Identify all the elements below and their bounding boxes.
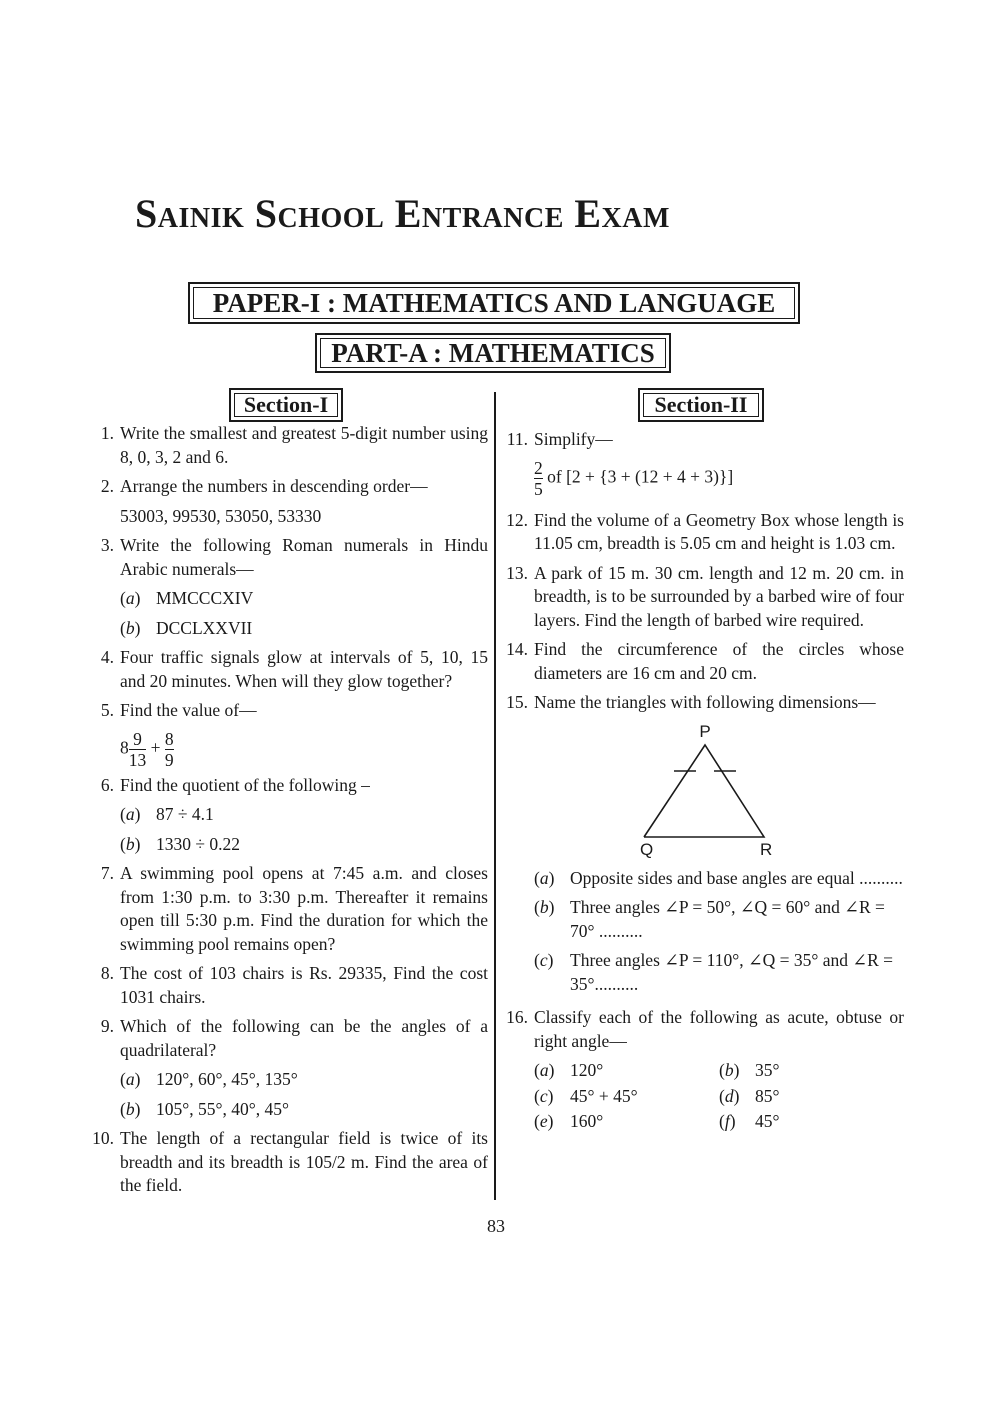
question-11 — [500, 428, 904, 452]
sub-label: ( a ) — [534, 1059, 554, 1083]
question-number: 6. — [100, 774, 114, 795]
sub-item-b — [719, 1059, 904, 1083]
column-divider — [494, 392, 496, 1200]
question-number: 8. — [100, 963, 114, 983]
sub-text: Three angles ∠P = 50°, ∠Q = 60° and ∠R = 70° .......... — [570, 897, 885, 941]
denominator: 9 — [164, 749, 174, 770]
question-text: Find the volume of a Geometry Box whose length is 11.05 cm, breadth is 5.05 cm and height is 1.03 cm. — [534, 509, 904, 553]
question-number: 3. — [100, 535, 114, 555]
question-number: 11. — [506, 429, 528, 449]
sub-item-a — [86, 803, 488, 827]
numerator: 8 — [164, 728, 174, 749]
vertex-label-p: P — [699, 721, 711, 741]
denominator: 5 — [534, 478, 543, 499]
sub-label: ( a ) — [534, 867, 554, 891]
expression-text: of [2 + {3 + (12 + 4 + 3)}] — [547, 466, 734, 487]
question-number: 5. — [100, 700, 114, 720]
question-number: 16. — [506, 1007, 528, 1027]
question-number: 7. — [100, 863, 114, 883]
question-number: 1. — [100, 423, 114, 443]
question-8 — [86, 962, 488, 1009]
sub-text: 120° — [570, 1060, 604, 1080]
question-text: Find the value of— — [120, 700, 257, 720]
numerator: 9 — [133, 728, 142, 749]
sub-item-b — [86, 617, 488, 641]
vertex-label-q: Q — [640, 839, 654, 859]
question-text: Four traffic signals glow at intervals of 5, 10, 15 and 20 minutes. When will they glow together? — [120, 647, 488, 691]
sub-text: DCCLXXVII — [156, 617, 253, 638]
sub-item-f — [719, 1110, 904, 1134]
numerator: 2 — [534, 457, 543, 478]
question-text: Simplify— — [534, 429, 613, 449]
sub-label: ( c ) — [534, 1085, 553, 1109]
left-column — [86, 422, 488, 1204]
sub-item-c — [534, 1085, 719, 1109]
section-1-heading: Section-I — [229, 388, 343, 422]
question-12 — [500, 509, 904, 556]
question-15 — [500, 691, 904, 715]
question-text: Which of the following can be the angles of a quadrilateral? — [120, 1016, 488, 1060]
sub-item-b — [500, 896, 904, 943]
vertex-label-r: R — [760, 839, 773, 859]
angle-options-grid — [534, 1059, 904, 1134]
question-text: A swimming pool opens at 7:45 a.m. and closes from 1:30 p.m. to 3:30 p.m. Thereafter it remains open till 5:30 p.m. Find the duration for which the swimming pool remains open? — [120, 863, 488, 954]
question-6 — [86, 774, 488, 798]
denominator: 13 — [128, 749, 147, 770]
question-9 — [86, 1015, 488, 1062]
question-14 — [500, 638, 904, 685]
question-4 — [86, 646, 488, 693]
sub-item-c — [500, 949, 904, 996]
question-text: Name the triangles with following dimensions— — [534, 692, 876, 712]
sub-label: ( f ) — [719, 1110, 736, 1134]
sub-text: 120°, 60°, 45°, 135° — [156, 1069, 298, 1089]
sub-label: ( b ) — [120, 617, 140, 641]
sub-label: ( e ) — [534, 1110, 553, 1134]
sub-text: Three angles ∠P = 110°, ∠Q = 35° and ∠R = 35°.......... — [570, 950, 893, 994]
sub-label: ( a ) — [120, 803, 140, 827]
question-text: Classify each of the following as acute, obtuse or right angle— — [534, 1007, 904, 1051]
fraction — [534, 458, 543, 499]
sub-text: 1330 ÷ 0.22 — [156, 833, 240, 854]
sub-label: ( b ) — [120, 833, 140, 857]
question-text: Write the following Roman numerals in Hindu Arabic numerals— — [120, 535, 488, 579]
question-2 — [86, 475, 488, 499]
sub-item-a — [86, 587, 488, 611]
question-text: Find the circumference of the circles whose diameters are 16 cm and 20 cm. — [534, 639, 904, 683]
sub-text: 160° — [570, 1111, 604, 1131]
fraction — [129, 729, 147, 770]
sub-item-a — [86, 1068, 488, 1092]
question-number: 12. — [506, 509, 528, 530]
right-column — [500, 428, 904, 1134]
paper-heading: PAPER-I : MATHEMATICS AND LANGUAGE — [188, 282, 800, 324]
number-list: 53003, 99530, 53050, 53330 — [120, 505, 322, 526]
whole-number: 8 — [120, 737, 129, 758]
sub-label: ( d ) — [719, 1085, 739, 1109]
question-16 — [500, 1006, 904, 1053]
question-5 — [86, 699, 488, 723]
question-10 — [86, 1127, 488, 1198]
sub-text: 35° — [755, 1060, 780, 1080]
question-text: Find the quotient of the following – — [120, 774, 370, 795]
page-title: Sainik School Entrance Exam — [135, 191, 670, 236]
sub-item-d — [719, 1085, 904, 1109]
sub-label: ( a ) — [120, 587, 140, 611]
sub-label: ( c ) — [534, 949, 553, 973]
question-text: The cost of 103 chairs is Rs. 29335, Find the cost 1031 chairs. — [120, 963, 488, 1007]
question-text: A park of 15 m. 30 cm. length and 12 m. 20 cm. in breadth, is to be surrounded by a barbed wire of four layers. Find the length of barbed wire required. — [534, 562, 904, 630]
page-number: 83 — [487, 1216, 505, 1236]
sub-text: 105°, 55°, 40°, 45° — [156, 1098, 289, 1119]
question-number: 9. — [100, 1016, 114, 1036]
question-number: 4. — [100, 647, 114, 667]
sub-item-a — [534, 1059, 719, 1083]
question-text: The length of a rectangular field is twice of its breadth and its breadth is 105/2 m. Find the area of the field. — [120, 1128, 488, 1195]
sub-item-b — [86, 1098, 488, 1122]
question-text: Arrange the numbers in descending order— — [120, 476, 428, 496]
sub-text: 45° — [755, 1111, 780, 1131]
simplify-expression — [534, 458, 904, 499]
sub-label: ( b ) — [719, 1059, 739, 1083]
section-2-heading: Section-II — [638, 388, 764, 422]
isosceles-triangle-diagram — [630, 721, 780, 861]
part-heading: PART-A : MATHEMATICS — [315, 333, 671, 373]
triangle-shape — [644, 745, 764, 837]
sub-text: MMCCCXIV — [156, 588, 254, 608]
sub-item-a — [500, 867, 904, 891]
sub-item-b — [86, 833, 488, 857]
question-1 — [86, 422, 488, 469]
operator: + — [150, 737, 161, 758]
question-number: 14. — [506, 639, 528, 659]
fraction — [165, 729, 174, 770]
question-number: 10. — [92, 1128, 114, 1148]
sub-text: 45° + 45° — [570, 1085, 638, 1106]
sub-label: ( a ) — [120, 1068, 140, 1092]
question-3 — [86, 534, 488, 581]
sub-text: 85° — [755, 1085, 780, 1106]
question-7 — [86, 862, 488, 956]
sub-label: ( b ) — [534, 896, 554, 920]
sub-text: Opposite sides and base angles are equal .......... — [570, 867, 903, 888]
question-13 — [500, 562, 904, 633]
question-number: 13. — [506, 562, 528, 583]
sub-text: 87 ÷ 4.1 — [156, 804, 214, 824]
sub-item-e — [534, 1110, 719, 1134]
question-number: 15. — [506, 692, 528, 712]
question-text: Write the smallest and greatest 5-digit number using 8, 0, 3, 2 and 6. — [120, 423, 488, 467]
fraction-expression — [120, 729, 488, 770]
sub-label: ( b ) — [120, 1098, 140, 1122]
question-number: 2. — [100, 476, 114, 496]
